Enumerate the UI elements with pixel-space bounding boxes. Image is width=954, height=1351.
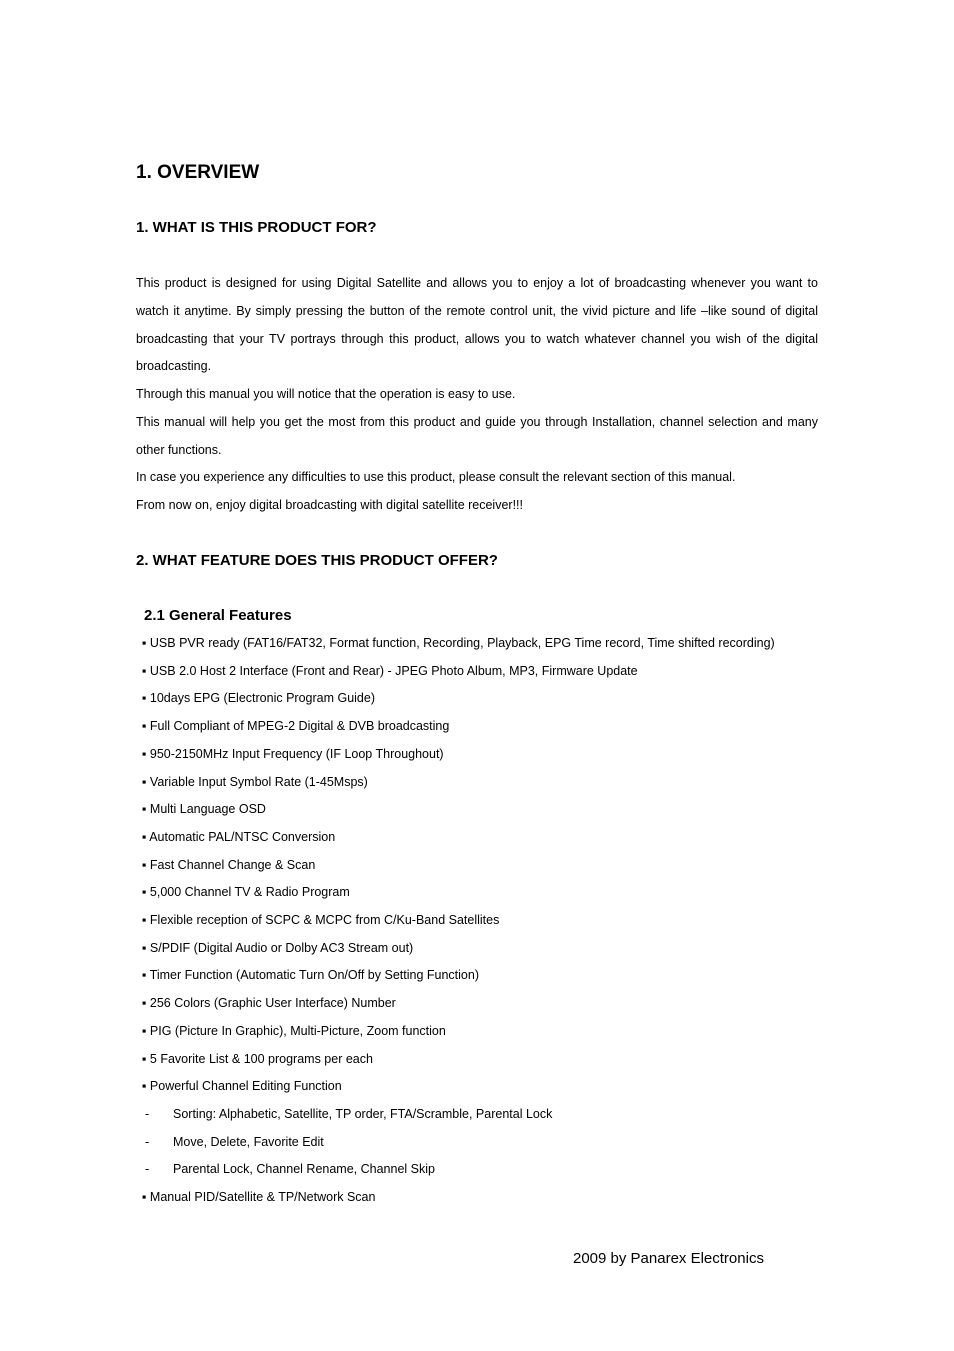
intro-paragraph: This product is designed for using Digital Satellite and allows you to enjoy a lot of broadcasting whenever you want to watch it anytime. By simply pressing the button of the remote control unit, the vivid picture and life –like sound of digital broadcasting that your TV portrays through this product, allows you to watch whatever channel you wish of the digital broadcasting.	[136, 276, 818, 374]
feature-item: ▪ 5,000 Channel TV & Radio Program	[142, 885, 350, 900]
feature-item: ▪ 950-2150MHz Input Frequency (IF Loop Throughout)	[142, 746, 444, 761]
general-features-heading: 2.1 General Features	[144, 607, 292, 624]
feature-item: ▪ 5 Favorite List & 100 programs per each	[142, 1051, 373, 1066]
feature-item: ▪ Manual PID/Satellite & TP/Network Scan	[142, 1190, 376, 1205]
intro-paragraph: This manual will help you get the most from this product and guide you through Installation, channel selection and many other functions.	[136, 414, 818, 457]
feature-item: ▪ Variable Input Symbol Rate (1-45Msps)	[142, 774, 368, 789]
feature-item: ▪ Multi Language OSD	[142, 802, 266, 817]
overview-heading: 1. OVERVIEW	[136, 162, 260, 183]
feature-item: ▪ USB PVR ready (FAT16/FAT32, Format function, Recording, Playback, EPG Time record, Time shifted recording)	[142, 636, 775, 650]
section1-heading: 1. WHAT IS THIS PRODUCT FOR?	[136, 219, 377, 236]
feature-item: ▪ S/PDIF (Digital Audio or Dolby AC3 Stream out)	[142, 940, 414, 955]
sub-feature-item	[142, 1129, 842, 1157]
dash-marker: -	[145, 1106, 150, 1121]
sub-feature-text: Move, Delete, Favorite Edit	[173, 1134, 324, 1149]
feature-item: ▪ Timer Function (Automatic Turn On/Off by Setting Function)	[142, 968, 479, 983]
feature-item: ▪ Automatic PAL/NTSC Conversion	[142, 829, 336, 844]
sub-feature-text: Parental Lock, Channel Rename, Channel Skip	[173, 1162, 435, 1177]
feature-item: ▪ USB 2.0 Host 2 Interface (Front and Rear) - JPEG Photo Album, MP3, Firmware Update	[142, 663, 638, 678]
intro-paragraph: In case you experience any difficulties to use this product, please consult the relevant section of this manual.	[136, 470, 736, 485]
feature-item: ▪ Full Compliant of MPEG-2 Digital & DVB broadcasting	[142, 719, 450, 734]
sub-feature-item	[142, 1101, 842, 1129]
sub-feature-item	[142, 1156, 842, 1184]
feature-list	[142, 630, 842, 1212]
feature-item: ▪ Flexible reception of SCPC & MCPC from C/Ku-Band Satellites	[142, 913, 500, 928]
sub-feature-text: Sorting: Alphabetic, Satellite, TP order, FTA/Scramble, Parental Lock	[173, 1106, 553, 1121]
dash-marker: -	[145, 1162, 150, 1177]
feature-item: ▪ Fast Channel Change & Scan	[142, 857, 316, 872]
section1-body	[136, 270, 818, 520]
intro-paragraph: From now on, enjoy digital broadcasting with digital satellite receiver!!!	[136, 498, 523, 512]
feature-item: ▪ Powerful Channel Editing Function	[142, 1079, 342, 1094]
page-footer: 2009 by Panarex Electronics	[573, 1250, 764, 1267]
feature-item: ▪ 10days EPG (Electronic Program Guide)	[142, 691, 375, 706]
intro-paragraph: Through this manual you will notice that the operation is easy to use.	[136, 387, 516, 401]
section2-heading: 2. WHAT FEATURE DOES THIS PRODUCT OFFER?	[136, 552, 498, 569]
dash-marker: -	[145, 1134, 150, 1149]
feature-item: ▪ 256 Colors (Graphic User Interface) Number	[142, 996, 396, 1011]
feature-item: ▪ PIG (Picture In Graphic), Multi-Picture, Zoom function	[142, 1023, 446, 1038]
